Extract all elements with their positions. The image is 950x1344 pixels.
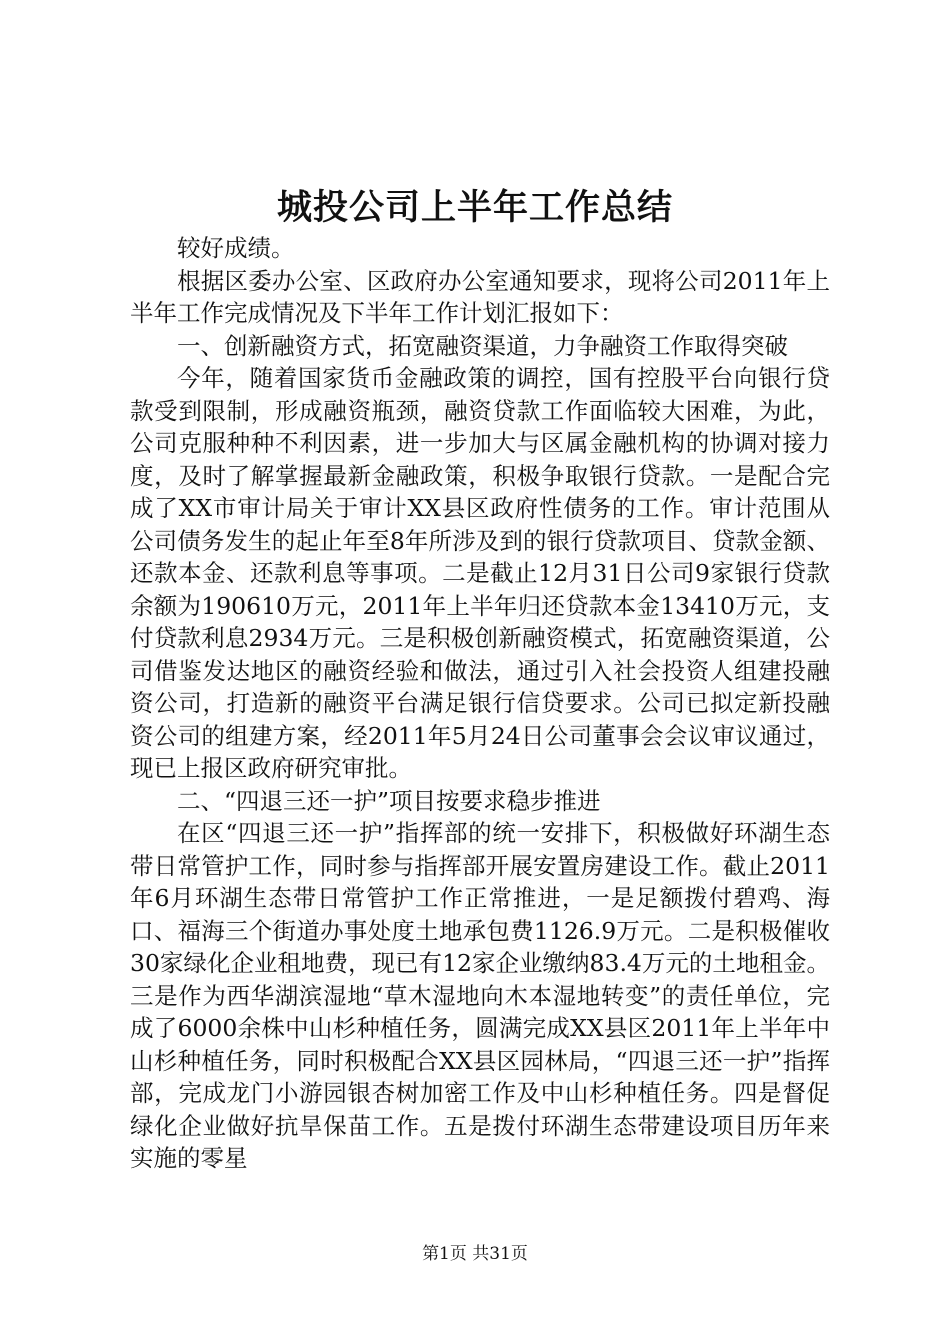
paragraph: 在区“四退三还一护”指挥部的统一安排下，积极做好环湖生态带日常管护工作，同时参与指挥部开展安置房建设工作。截止2011年6月环湖生态带日常管护工作正常推进，一是足额拨付碧鸡、海口、福海三个街道办事处度土地承包费1126.9万元。二是积极催收30家绿化企业租地费，现已有12家企业缴纳83.4万元的土地租金。三是作为西华湖滨湿地“草木湿地向木本湿地转变”的责任单位，完成了6000余株中山杉种植任务，圆满完成XX县区2011年上半年中山杉种植任务，同时积极配合XX县区园林局，“四退三还一护”指挥部，完成龙门小游园银杏树加密工作及中山杉种植任务。四是督促绿化企业做好抗旱保苗工作。五是拨付环湖生态带建设项目历年来实施的零星: [130, 819, 830, 1172]
paragraph: 今年，随着国家货币金融政策的调控，国有控股平台向银行贷款受到限制，形成融资瓶颈，融资贷款工作面临较大困难，为此，公司克服种种不利因素，进一步加大与区属金融机构的协调对接力度，及时了解掌握最新金融政策，积极争取银行贷款。一是配合完成了XX市审计局关于审计XX县区政府性债务的工作。审计范围从公司债务发生的起止年至8年所涉及到的银行贷款项目、贷款金额、还款本金、还款利息等事项。二是截止12月31日公司9家银行贷款余额为190610万元，2011年上半年归还贷款本金13410万元，支付贷款利息2934万元。三是积极创新融资模式，拓宽融资渠道，公司借鉴发达地区的融资经验和做法，通过引入社会投资人组建投融资公司，打造新的融资平台满足银行信贷要求。公司已拟定新投融资公司的组建方案，经2011年5月24日公司董事会会议审议通过，现已上报区政府研究审批。: [130, 364, 830, 782]
document-title: 城投公司上半年工作总结: [276, 188, 673, 228]
paragraph: 根据区委办公室、区政府办公室通知要求，现将公司2011年上半年工作完成情况及下半年工作计划汇报如下：: [130, 266, 830, 327]
section-heading: 一、创新融资方式，拓宽融资渠道，力争融资工作取得突破: [177, 331, 788, 360]
section-heading: 二、“四退三还一护”项目按要求稳步推进: [177, 786, 601, 815]
paragraph: 较好成绩。: [177, 234, 295, 262]
page-footer: 第1页 共31页: [422, 1244, 528, 1264]
document-body: [130, 232, 830, 1175]
